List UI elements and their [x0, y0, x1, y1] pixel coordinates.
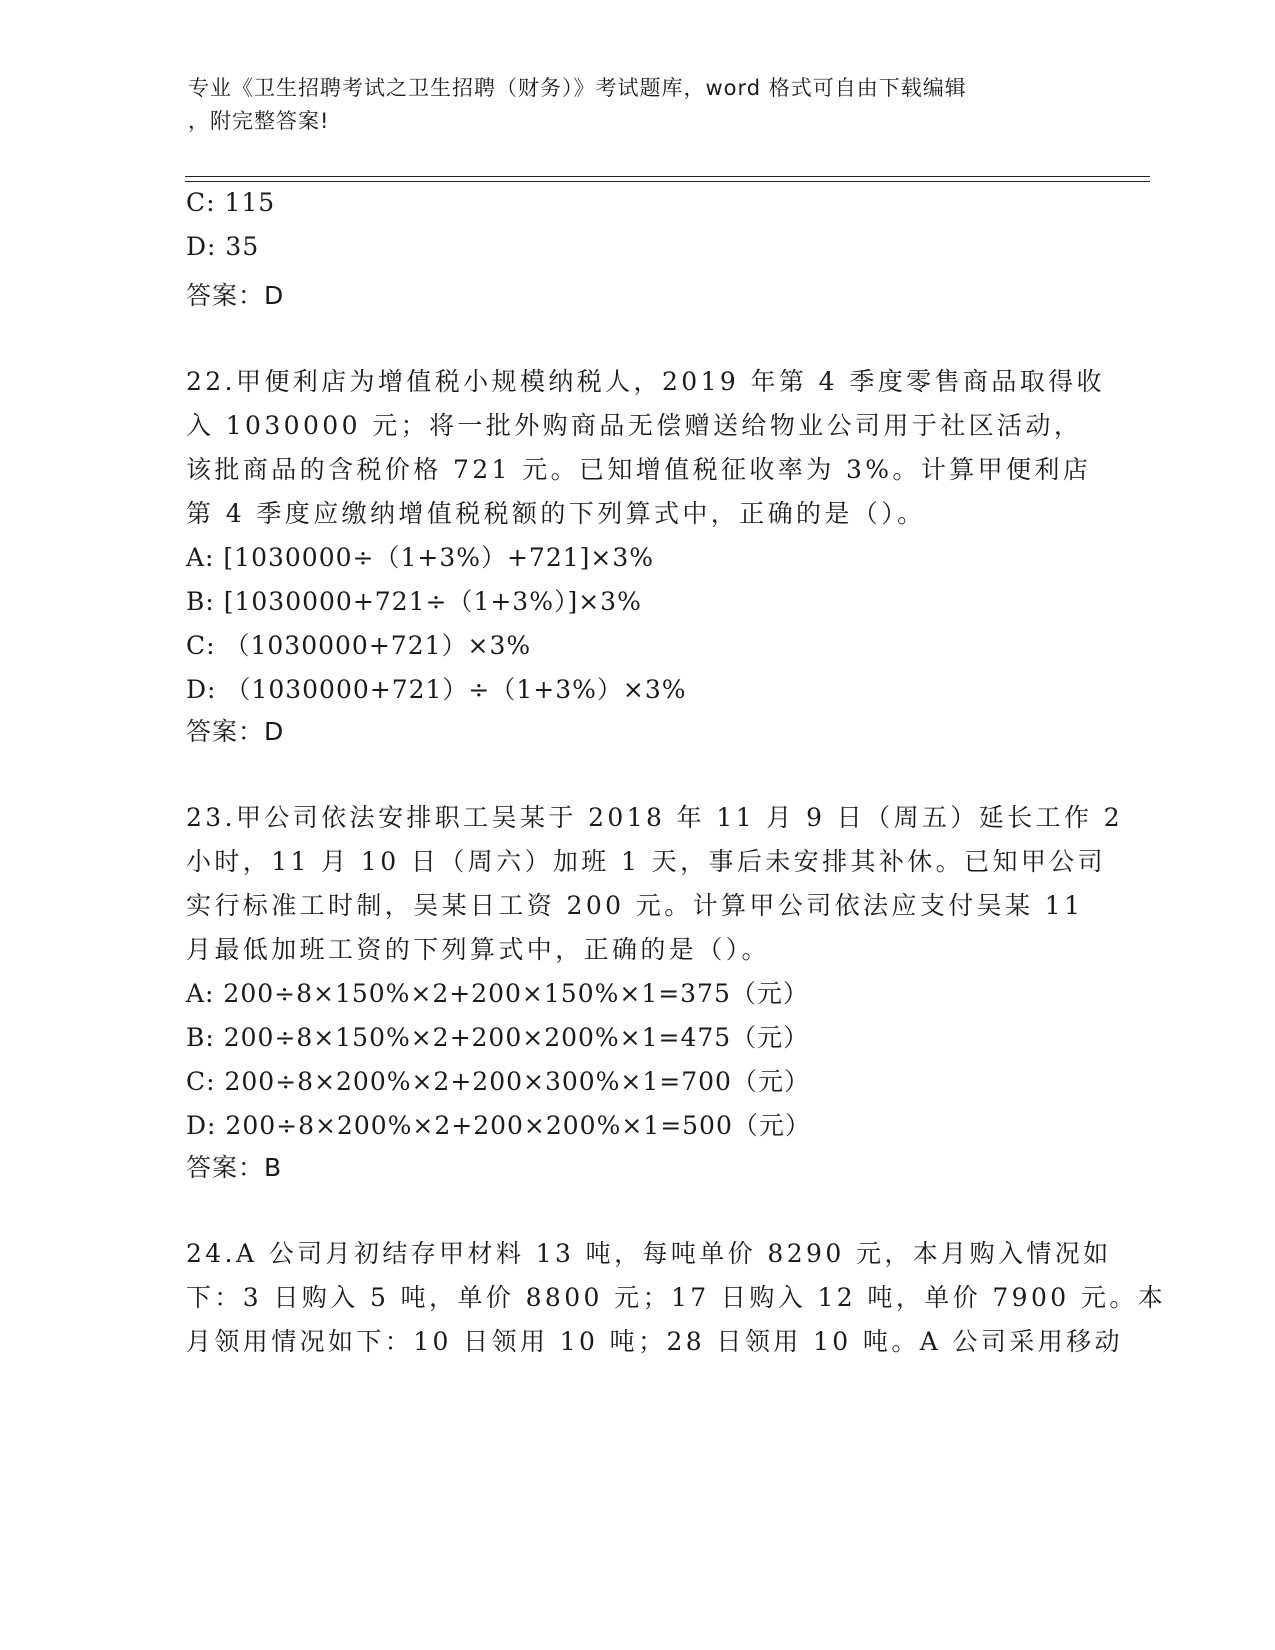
q21-answer: 答案：D [186, 281, 285, 310]
q23-text-line-4: 月最低加班工资的下列算式中，正确的是（）。 [186, 935, 770, 964]
q23-text-line-1: 23.甲公司依法安排职工吴某于 2018 年 11 月 9 日（周五）延长工作 2 [186, 803, 1124, 832]
q23-option-c: C: 200÷8×200%×2+200×300%×1=700（元） [186, 1067, 810, 1096]
header-line-2: ，附完整答案! [188, 109, 330, 133]
q22-text-line-4: 第 4 季度应缴纳增值税税额的下列算式中，正确的是（）。 [186, 499, 926, 528]
q23-option-b: B: 200÷8×150%×2+200×200%×1=475（元） [186, 1023, 810, 1052]
document-header [188, 72, 1068, 138]
q22-option-d: D: （1030000+721）÷（1+3%）×3% [186, 675, 687, 704]
q23-option-d: D: 200÷8×200%×2+200×200%×1=500（元） [186, 1111, 811, 1140]
q22-option-a: A: [1030000÷（1+3%）+721]×3% [186, 543, 655, 572]
header-divider-bottom [185, 181, 1150, 182]
q22-option-b: B: [1030000+721÷（1+3%）]×3% [186, 587, 642, 616]
q22-text-line-2: 入 1030000 元；将一批外购商品无偿赠送给物业公司用于社区活动， [186, 411, 1083, 440]
header-divider-top [185, 176, 1150, 177]
q23-text-line-3: 实行标准工时制，吴某日工资 200 元。计算甲公司依法应支付吴某 11 [186, 891, 1084, 920]
q24-text-line-2: 下：3 日购入 5 吨，单价 8800 元；17 日购入 12 吨，单价 7900 元。本 [186, 1283, 1167, 1312]
q21-option-c: C: 115 [186, 188, 276, 217]
q23-option-a: A: 200÷8×150%×2+200×150%×1=375（元） [186, 979, 809, 1008]
q23-answer: 答案：B [186, 1153, 283, 1182]
q22-text-line-3: 该批商品的含税价格 721 元。已知增值税征收率为 3%。计算甲便利店 [186, 455, 1092, 484]
q21-option-d: D: 35 [186, 232, 260, 261]
header-line-1: 专业《卫生招聘考试之卫生招聘（财务）》考试题库，word 格式可自由下载编辑 [188, 76, 967, 100]
q22-text-line-1: 22.甲便利店为增值税小规模纳税人，2019 年第 4 季度零售商品取得收 [186, 367, 1105, 396]
q23-text-line-2: 小时，11 月 10 日（周六）加班 1 天，事后未安排其补休。已知甲公司 [186, 847, 1107, 876]
q22-answer: 答案：D [186, 717, 285, 746]
q24-text-line-3: 月领用情况如下：10 日领用 10 吨；28 日领用 10 吨。A 公司采用移动 [186, 1327, 1123, 1356]
q22-option-c: C: （1030000+721）×3% [186, 631, 532, 660]
q24-text-line-1: 24.A 公司月初结存甲材料 13 吨，每吨单价 8290 元，本月购入情况如 [186, 1239, 1112, 1268]
